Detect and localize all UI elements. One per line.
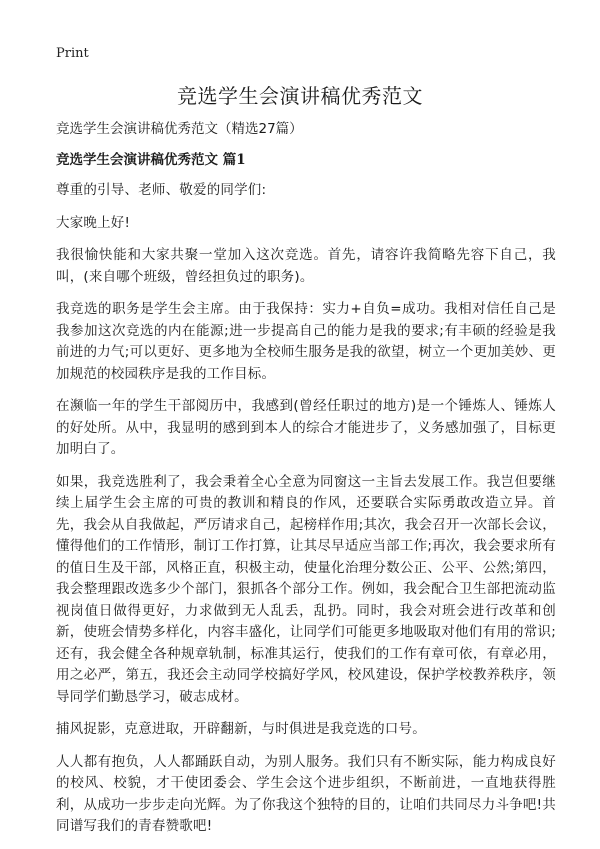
paragraph-introduction: 我很愉快能和大家共聚一堂加入这次竞选。首先，请容许我简略先容下自己，我叫，(来自哪个班级，曾经担负过的职务)。 <box>56 247 556 285</box>
paragraph-greeting: 尊重的引导、老师、敬爱的同学们: <box>56 182 267 198</box>
section-heading: 竞选学生会演讲稿优秀范文 篇1 <box>56 152 246 168</box>
paragraph-salutation: 大家晚上好! <box>56 214 131 231</box>
print-link[interactable]: Print <box>56 46 89 61</box>
paragraph-plan: 如果，我竞选胜利了，我会秉着全心全意为同窗这一主旨去发展工作。我岂但要继续上届学生会主席的可贵的教训和精良的作风，还要联合实际勇敢改造立异。首先，我会从自我做起，严厉请求自己，起榜样作用;其次，我会召开一次部长会议，懂得他们的工作情形，制订工作打算，让其尽早适应当部工作;再次，我会要求所有的值日生及干部，风格正直，积极主动，使量化治理分数公正、公平、公然;第四，我会整理跟改选多少个部门，狠抓各个部分工作。例如，我会配合卫生部把流动监视岗值日做得更好，力求做到无人乱丢，乱扔。同时，我会对班会进行改革和创新，使班会情势多样化，内容丰盛化，让同学们可能更多地吸取对他们有用的常识;还有，我会健全各种规章轨制，标准其运行，使我们的工作有章可依，有章必用，用之必严，第五，我还会主动同学校搞好学风，校风建设，保护学校教养秩序，领导同学们勤恳学习，破志成材。 <box>56 473 556 705</box>
paragraph-position: 我竞选的职务是学生会主席。由于我保持：实力+自负=成功。我相对信任自己是我参加这次竞选的内在能源;进一步提高自己的能力是我的要求;有丰硕的经验是我前进的力气;可以更好、更多地为全校师生服务是我的欲望，树立一个更加美妙、更加规范的校园秩序是我的工作目标。 <box>56 301 556 382</box>
paragraph-slogan: 捕风捉影，克意进取，开辟翻新，与时俱进是我竞选的口号。 <box>56 721 426 737</box>
paragraph-experience: 在濒临一年的学生干部阅历中，我感到(曾经任职过的地方)是一个锤炼人、锤炼人的好处所。从中，我显明的感到到本人的综合才能进步了，义务感加强了，目标更加明白了。 <box>56 398 556 457</box>
document-subtitle: 竞选学生会演讲稿优秀范文（精选27篇） <box>56 121 303 137</box>
document-body <box>56 118 556 849</box>
page-title: 竞选学生会演讲稿优秀范文 <box>177 84 423 108</box>
paragraph-closing: 人人都有抱负，人人都踊跃自动，为别人服务。我们只有不断实际，能力构成良好的校风、校貌，才干使团委会、学生会这个进步组织，不断前进，一直地获得胜利，从成功一步步走向光辉。为了你我这个独特的目的，让咱们共同尽力斗争吧!共同谱写我们的青春赞歌吧! <box>56 753 556 834</box>
